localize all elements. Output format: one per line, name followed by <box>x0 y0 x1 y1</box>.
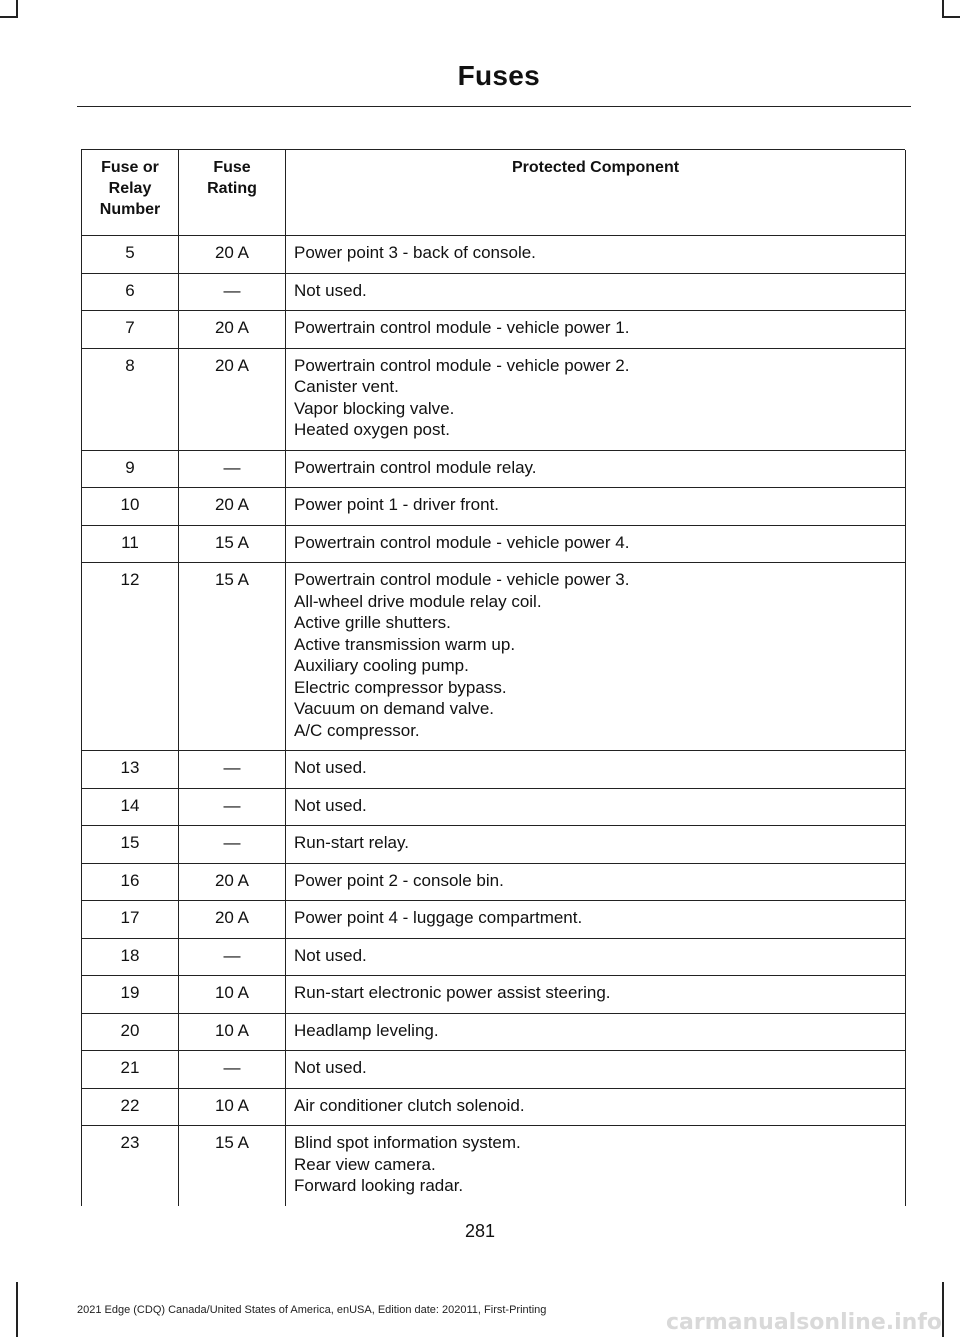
header-fuse-number: Fuse or Relay Number <box>82 150 179 236</box>
crop-mark-top-left <box>16 0 18 16</box>
fuse-number-cell: 23 <box>82 1126 179 1206</box>
header-fuse-rating: Fuse Rating <box>179 150 286 236</box>
fuse-rating-cell: 20 A <box>179 311 286 349</box>
protected-component-cell <box>286 751 906 789</box>
protected-component-cell <box>286 311 906 349</box>
protected-component-cell <box>286 273 906 311</box>
page-number: 281 <box>464 1221 496 1241</box>
table-row <box>82 1126 906 1206</box>
table-row <box>82 1013 906 1051</box>
fuse-rating-cell: 15 A <box>179 525 286 563</box>
protected-component-cell <box>286 348 906 450</box>
crop-mark-top-right <box>942 0 944 16</box>
table-row <box>82 826 906 864</box>
component-line: Powertrain control module - vehicle power 1. <box>294 318 630 337</box>
table-row <box>82 488 906 526</box>
fuse-rating-cell: 10 A <box>179 976 286 1014</box>
table-row <box>82 976 906 1014</box>
fuse-number-cell: 17 <box>82 901 179 939</box>
fuse-rating-cell: — <box>179 826 286 864</box>
page-title: Fuses <box>457 60 540 91</box>
component-line: Not used. <box>294 795 367 815</box>
protected-component-cell <box>286 863 906 901</box>
fuse-rating-cell: 20 A <box>179 901 286 939</box>
crop-mark-bottom-right <box>942 1282 944 1337</box>
protected-component-cell <box>286 901 906 939</box>
crop-mark-top-left-h <box>0 16 18 18</box>
table-row <box>82 450 906 488</box>
protected-component-cell <box>286 826 906 864</box>
fuse-number-cell: 12 <box>82 563 179 751</box>
protected-component-cell <box>286 1088 906 1126</box>
component-line: Not used. <box>294 280 367 300</box>
fuse-rating-cell: — <box>179 788 286 826</box>
component-line: Heated oxygen post. <box>294 420 450 439</box>
table-row <box>82 348 906 450</box>
component-line: Powertrain control module - vehicle power 4. <box>294 532 630 552</box>
protected-component-cell <box>286 1013 906 1051</box>
fuse-number-cell: 18 <box>82 938 179 976</box>
protected-component-cell <box>286 525 906 563</box>
component-line: Run-start electronic power assist steering. <box>294 983 611 1002</box>
table-row <box>82 863 906 901</box>
component-line: Not used. <box>294 1058 367 1077</box>
fuse-rating-cell: 10 A <box>179 1013 286 1051</box>
fuse-rating-cell: — <box>179 1051 286 1089</box>
component-line: A/C compressor. <box>294 720 420 740</box>
fuse-rating-cell: 20 A <box>179 348 286 450</box>
table-row <box>82 273 906 311</box>
table-row <box>82 1051 906 1089</box>
component-line: Powertrain control module - vehicle power 2. <box>294 355 630 375</box>
component-line: Headlamp leveling. <box>294 1020 439 1040</box>
fuse-table-body <box>82 236 906 1206</box>
header-protected-component: Protected Component <box>286 150 906 236</box>
fuse-number-cell: 15 <box>82 826 179 864</box>
component-line: Not used. <box>294 945 367 965</box>
footer-text: 2021 Edge (CDQ) Canada/United States of America, enUSA, Edition date: 202011, First-Printing <box>77 1304 547 1316</box>
component-line: All-wheel drive module relay coil. <box>294 591 542 611</box>
component-line: Rear view camera. <box>294 1154 436 1174</box>
fuse-number-cell: 16 <box>82 863 179 901</box>
fuse-number-cell: 20 <box>82 1013 179 1051</box>
component-line: Electric compressor bypass. <box>294 677 507 697</box>
fuse-number-cell: 7 <box>82 311 179 349</box>
fuse-number-cell: 6 <box>82 273 179 311</box>
fuse-rating-cell: 15 A <box>179 563 286 751</box>
table-row <box>82 938 906 976</box>
watermark: carmanualsonline.info <box>666 1310 942 1335</box>
table-row <box>82 525 906 563</box>
component-line: Forward looking radar. <box>294 1176 464 1195</box>
fuse-rating-cell: — <box>179 938 286 976</box>
fuse-number-cell: 8 <box>82 348 179 450</box>
protected-component-cell <box>286 976 906 1014</box>
crop-mark-bottom-left <box>16 1282 18 1337</box>
fuse-rating-cell: 15 A <box>179 1126 286 1206</box>
component-line: Auxiliary cooling pump. <box>294 656 469 675</box>
fuse-number-cell: 19 <box>82 976 179 1014</box>
component-line: Run-start relay. <box>294 833 409 852</box>
protected-component-cell <box>286 563 906 751</box>
fuse-number-cell: 9 <box>82 450 179 488</box>
fuse-rating-cell: — <box>179 273 286 311</box>
component-line: Canister vent. <box>294 377 399 396</box>
table-row <box>82 563 906 751</box>
protected-component-cell <box>286 236 906 274</box>
component-line: Power point 3 - back of console. <box>294 243 536 262</box>
protected-component-cell <box>286 488 906 526</box>
fuse-number-cell: 21 <box>82 1051 179 1089</box>
fuse-rating-cell: 20 A <box>179 488 286 526</box>
fuse-rating-cell: — <box>179 751 286 789</box>
component-line: Powertrain control module relay. <box>294 457 537 477</box>
component-line: Power point 4 - luggage compartment. <box>294 908 583 927</box>
component-line: Vapor blocking valve. <box>294 398 455 418</box>
fuse-rating-cell: 20 A <box>179 863 286 901</box>
fuse-number-cell: 10 <box>82 488 179 526</box>
component-line: Vacuum on demand valve. <box>294 699 495 718</box>
protected-component-cell <box>286 450 906 488</box>
protected-component-cell <box>286 938 906 976</box>
fuse-number-cell: 14 <box>82 788 179 826</box>
component-line: Air conditioner clutch solenoid. <box>294 1095 525 1115</box>
crop-mark-top-right-h <box>942 16 960 18</box>
fuse-number-cell: 5 <box>82 236 179 274</box>
fuse-rating-cell: 20 A <box>179 236 286 274</box>
protected-component-cell <box>286 1126 906 1206</box>
component-line: Active transmission warm up. <box>294 634 516 654</box>
fuse-table <box>81 150 906 1206</box>
fuse-rating-cell: — <box>179 450 286 488</box>
component-line: Not used. <box>294 758 367 777</box>
component-line: Powertrain control module - vehicle power 3. <box>294 570 630 589</box>
table-row <box>82 901 906 939</box>
fuse-number-cell: 22 <box>82 1088 179 1126</box>
header-divider <box>77 106 911 107</box>
protected-component-cell <box>286 1051 906 1089</box>
fuse-table-frame <box>81 149 905 1206</box>
table-row <box>82 751 906 789</box>
component-line: Power point 1 - driver front. <box>294 495 500 514</box>
component-line: Blind spot information system. <box>294 1133 521 1152</box>
protected-component-cell <box>286 788 906 826</box>
table-row <box>82 1088 906 1126</box>
fuse-number-cell: 11 <box>82 525 179 563</box>
fuse-number-cell: 13 <box>82 751 179 789</box>
table-row <box>82 236 906 274</box>
component-line: Active grille shutters. <box>294 613 451 632</box>
table-header-row <box>82 150 906 236</box>
table-row <box>82 788 906 826</box>
table-row <box>82 311 906 349</box>
component-line: Power point 2 - console bin. <box>294 870 504 890</box>
fuse-rating-cell: 10 A <box>179 1088 286 1126</box>
